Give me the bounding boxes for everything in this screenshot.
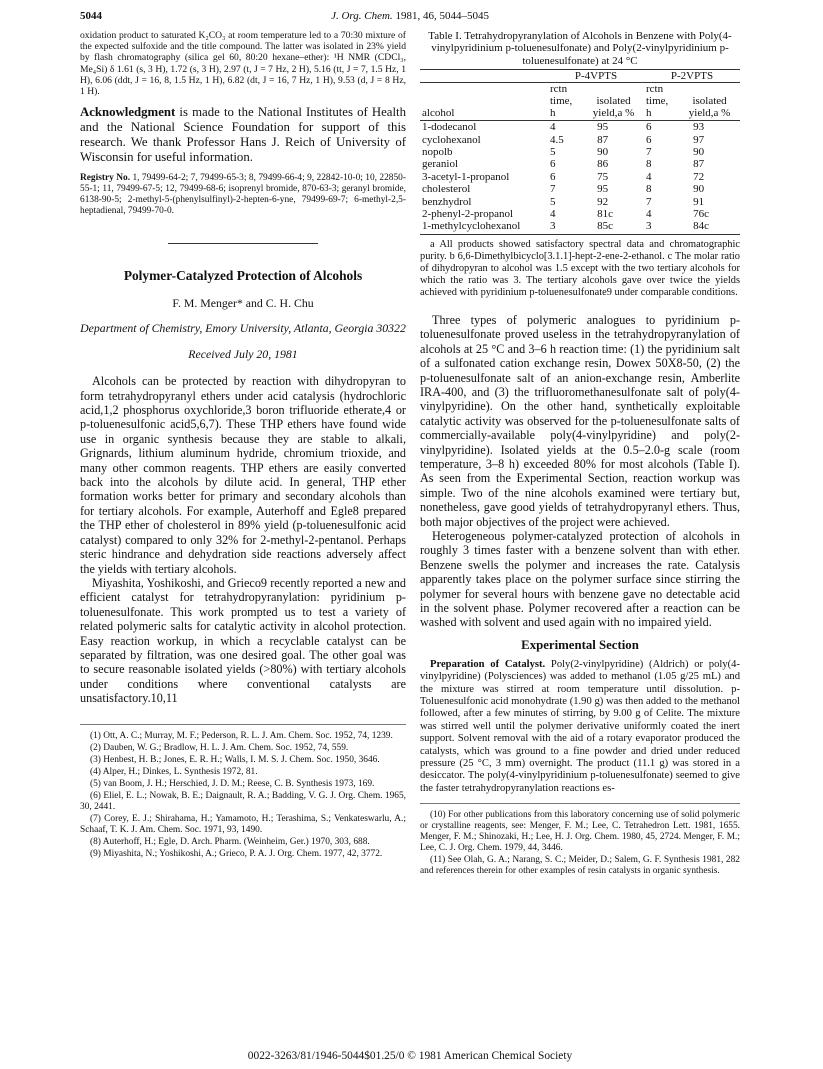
reference-1: (1) Ott, A. C.; Murray, M. F.; Pederson, R. L. J. Am. Chem. Soc. 1952, 74, 1239. xyxy=(90,730,393,741)
results-paragraph-1: Three types of polymeric analogues to pyridinium p-toluenesulfonate proved useless in the tetrahydropyranylation of alcohols at 25 °C and 3–6 h reaction time: (1) the pyridinium salt of a sulfonated cation exchange resin, Dowex 50X8-50, (2) the p-toluenesulfonate salt of an anion-exchange resin, Amberlite IRA-400, and (3) the trifluoromethanesulfonate salt of poly(4-vinylpyridine). On the other hand, synthetically exploitable catalytic activity was observed for the p-toluenesulfonate salts of commercially-available poly(4-vinylpyridine) and poly(2-vinylpyridine). Isolated yields at the 0.5–2.0-g scale (room temperature, 3–8 h) exceeded 80% for most alcohols (Table I). As seen from the Experimental Section, reaction workup was simple. Two of the nine alcohols examined were tertiary but, nonetheless, gave good yields of tetrahydropyranyl ethers. Thus, both major objectives of the project were achieved. xyxy=(420,312,740,529)
reference-8: (8) Auterhoff, H.; Egle, D. Arch. Pharm. (Weinheim, Ger.) 1970, 303, 688. xyxy=(90,836,370,847)
footnotes-right xyxy=(420,803,740,877)
article-authors: F. M. Menger* and C. H. Chu xyxy=(172,296,314,311)
exp-text: Poly(2-vinylpyridine) (Aldrich) or poly(4-vinylpyridine) (Polysciences) was added to methanol (1.05 g/25 mL) and the mixture was stirred at room temperature until dissolution. p-Toluenesulfonic acid monohydrate (1.90 g) was then added to the methanol followed, after a few minutes of stirring, by 9.00 g of Celite. The mixture was stirred well until the polymer derivative uniformly coated the inert support. Solvent removal with the aid of a rotary evaporator produced the catalysts, which was ground to a fine powder and dried under reduced pressure (25 °C, 3 mm) overnight. The product (11.1 g) was stored in a desiccator. The poly(4-vinylpyridinium p-toluenesulfonate) seemed to give the faster tetrahydropyranylation reactions es- xyxy=(420,658,740,794)
header-time-1: rctn time, h xyxy=(548,83,583,121)
header-yield-2: isolated yield,a % xyxy=(679,83,740,121)
table-row: geraniol 6 86 8 87 xyxy=(422,158,705,171)
journal-name: J. Org. Chem. xyxy=(331,10,393,22)
table-column-header xyxy=(420,83,740,121)
group-p4vpts: P-4VPTS xyxy=(548,70,644,83)
header-time-2: rctn time, h xyxy=(644,83,679,121)
experimental-paragraph xyxy=(420,659,740,795)
table-row: 3-acetyl-1-propanol 6 75 4 72 xyxy=(422,170,705,183)
table-caption: Table I. Tetrahydropyranylation of Alcohols in Benzene with Poly(4-vinylpyridinium p-toluenesulfonate) and Poly(2-vinylpyridinium p-toluenesulfonate) at 24 °C xyxy=(428,30,732,67)
reference-4: (4) Alper, H.; Dinkes, L. Synthesis 1972, 81. xyxy=(90,766,258,777)
section-divider xyxy=(168,243,318,244)
received-date: Received July 20, 1981 xyxy=(188,347,298,362)
acknowledgment xyxy=(80,105,406,165)
table-row: cholesterol 7 95 8 90 xyxy=(422,183,705,196)
ack-label: Acknowledgment xyxy=(80,105,176,120)
article-title: Polymer-Catalyzed Protection of Alcohols xyxy=(123,268,363,284)
table-group-header xyxy=(420,70,740,83)
experimental-heading: Experimental Section xyxy=(521,637,639,652)
reference-7: (7) Corey, E. J.; Shirahama, H.; Yamamoto, H.; Terashima, S.; Venkateswarlu, A.; Schaaf, T. K. J. Am. Chem. Soc. 1971, 93, 1490. xyxy=(80,813,406,835)
reference-3: (3) Henbest, H. B.; Jones, E. R. H.; Walls, I. M. S. J. Chem. Soc. 1950, 3646. xyxy=(90,754,380,765)
author-affiliation: Department of Chemistry, Emory University, Atlanta, Georgia 30322 xyxy=(80,321,406,336)
right-column xyxy=(420,30,740,878)
table-row: cyclohexanol 4.5 87 6 97 xyxy=(422,133,705,146)
reference-11: (11) See Olah, G. A.; Narang, S. C.; Meider, D.; Salem, G. F. Synthesis 1981, 282 and references therein for other examples of resin catalysts in organic synthesis. xyxy=(420,855,740,877)
header-yield-1: isolated yield,a % xyxy=(583,83,644,121)
journal-year-volume: 1981, 46, 5044–5045 xyxy=(395,10,489,22)
left-column xyxy=(80,30,406,861)
reference-6: (6) Eliel, E. L.; Nowak, B. E.; Daignault, R. A.; Badding, V. G. J. Org. Chem. 1965, 30, 2441. xyxy=(80,790,406,812)
exp-label: Preparation of Catalyst. xyxy=(430,658,546,670)
carryover-paragraph: oxidation product to saturated K₂CO₃ at room temperature led to a 70:30 mixture of the expected sulfoxide and the title compound. The latter was isolated in 23% yield by flash chromatography (silica gel 60, 80:20 hexane–ether): ¹H NMR (CDCl₃, Me₄Si) δ 1.61 (s, 3 H), 1.72 (s, 3 H), 2.97 (t, J = 7 Hz, 2 H), 5.16 (tt, J = 7, 1.5 Hz, 1 H), 6.06 (ddt, J = 16, 8, 1.5 Hz, 1 H), 6.82 (dt, J = 16, 7 Hz, 1 H), 9.53 (d, J = 8 Hz, 1 H). xyxy=(80,30,406,98)
registry-numbers xyxy=(80,173,406,217)
group-p2vpts: P-2VPTS xyxy=(644,70,740,83)
table-row: 1-methylcyclohexanol 3 85c 3 84c xyxy=(420,220,740,234)
registry-text: 1, 79499-64-2; 7, 79499-65-3; 8, 79499-66-4; 9, 22842-10-0; 10, 22850-55-1; 11, 79499-67-5; 12, 79499-68-6; isoprenyl bromide, 870-63-3; geranyl bromide, 6138-90-5; 2-methyl-5-(phenylsulfinyl)-2-hepten-6-yne, 79499-69-7; 6-methyl-2,5-heptadienal, 79499-70-0. xyxy=(80,173,406,217)
results-table xyxy=(420,69,740,235)
table-row: benzhydrol 5 92 7 91 xyxy=(422,195,705,208)
table-footnotes: a All products showed satisfactory spectral data and chromatographic purity. b 6,6-Dimethylbicyclo[3.1.1]-hept-2-ene-2-ethanol. c The molar ratio of dihydropyran to alcohol was 1.5 except with the two tertiary alcohols for which the ratio was 3. The tertiary alcohols gave over twice the yields achieved with pyridinium p-toluenesulfonate9 under comparable conditions. xyxy=(420,238,740,298)
registry-label: Registry No. xyxy=(80,173,131,184)
reference-9: (9) Miyashita, N.; Yoshikoshi, A.; Grieco, P. A. J. Org. Chem. 1977, 42, 3772. xyxy=(90,848,383,859)
spacer xyxy=(420,299,740,313)
journal-reference xyxy=(80,10,740,22)
reference-5: (5) van Boom, J. H.; Herschied, J. D. M.; Reese, C. B. Synthesis 1973, 169. xyxy=(90,778,375,789)
table-row: 2-phenyl-2-propanol 4 81c 4 76c xyxy=(422,208,710,221)
reference-2: (2) Dauben, W. G.; Bradlow, H. L. J. Am. Chem. Soc. 1952, 74, 559. xyxy=(90,742,349,753)
table-row: 1-dodecanol 4 95 6 93 xyxy=(422,121,705,134)
intro-paragraph-2: Miyashita, Yoshikoshi, and Grieco9 recently reported a new and efficient catalyst for tetrahydropyranylation: pyridinium p-toluenesulfonate. This work prompted us to test a variety of related polymeric salts for catalytic activity in alcohol protection. Easy reaction workup, in which a recyclable catalyst can be separated by filtration, was one desired goal. The other goal was to secure reasonable isolated yields (>80%) with tertiary alcohols under conditions where conventional catalysts are unsatisfactory.10,11 xyxy=(80,575,406,706)
table-row: nopolb 5 90 7 90 xyxy=(422,146,705,159)
intro-paragraph-1: Alcohols can be protected by reaction with dihydropyran to form tetrahydropyranyl ethers under acid catalysis (hydrochloric acid,1,2 phosphorus oxychloride,3 boron trifluoride etherate,4 or p-toluenesulfonic acid5,6,7). These THP ethers have found wide use in organic synthesis because they are stable to alkali, Grignards, lithium aluminum hydride, chromium trioxide, and many other common reagents. THP ethers are easily converted back into the alcohols by dilute acid. In general, THP ether formation works better for primary and secondary alcohols than for tertiary alcohols. For example, Auterhoff and Egle8 prepared the THP ether of cholesterol in 89% yield (p-toluenesulfonic acid catalyst) compared to only 32% for 2-methyl-2-pentanol. Perhaps steric hindrance and dehydration side reactions adversely affect the yields with tertiary alcohols. xyxy=(80,374,406,576)
ack-text: is made to the National Institutes of Health and the National Science Foundation for support of this research. We thank Professor Hans J. Reich of University of Wisconsin for useful information. xyxy=(80,105,406,165)
reference-10: (10) For other publications from this laboratory concerning use of solid polymeric or crystalline reagents, see: Menger, F. M.; Lee, C. Tetrahedron Lett. 1981, 1655. Menger, F. M.; Shinozaki, H.; Lee, H. J. Org. Chem. 1980, 45, 2724. Menger, F. M.; Lee, C. J. Org. Chem. 1979, 44, 3446. xyxy=(420,810,740,854)
footnotes-left xyxy=(80,724,406,860)
header-alcohol: alcohol xyxy=(420,83,548,121)
page-number: 5044 xyxy=(80,10,102,22)
running-header xyxy=(80,10,740,26)
results-paragraph-2: Heterogeneous polymer-catalyzed protection of alcohols in roughly 3 times faster with a benzene solvent than with ether. Benzene swells the polymer and increases the rate. Catalysis apparently takes place on the polymer surface since stirring the polymer for several hours with benzene gave no detectable acid in the solvent phase. Polymer recovered after a reaction can be washed with solvent and used again with no impaired yield. xyxy=(420,528,740,630)
copyright-footer: 0022-3263/81/1946-5044$01.25/0 © 1981 American Chemical Society xyxy=(247,1050,573,1062)
